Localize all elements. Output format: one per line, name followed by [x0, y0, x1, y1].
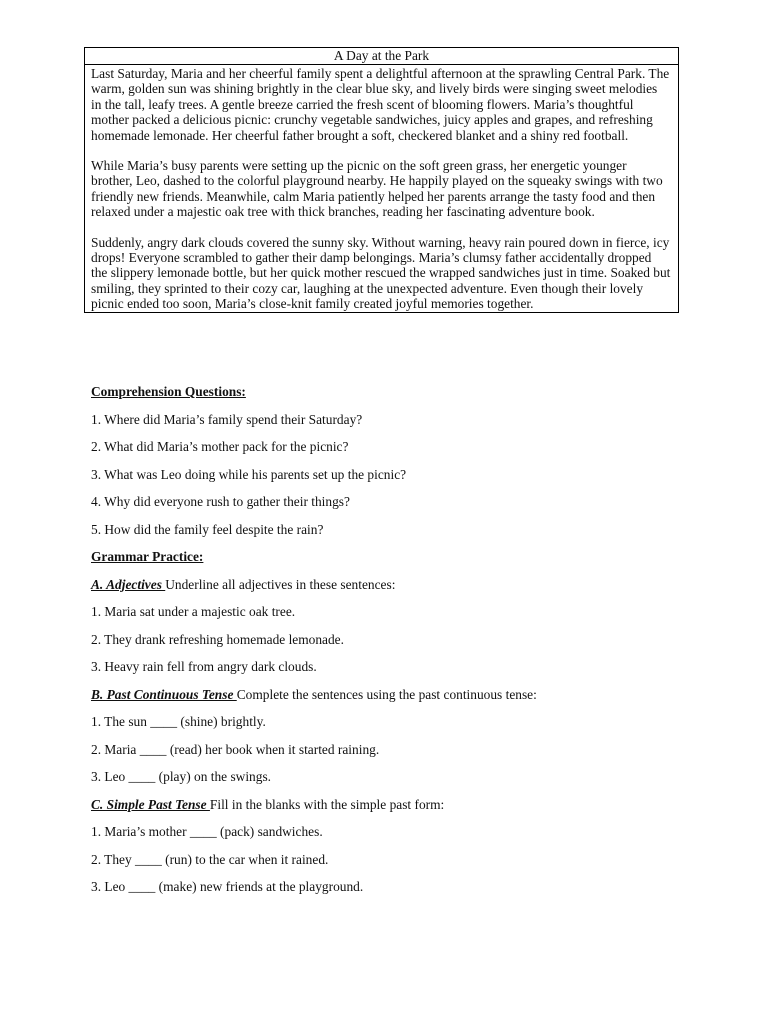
worksheet — [91, 383, 691, 906]
exercise-item: 2. They ____ (run) to the car when it rained. — [91, 851, 329, 867]
exercise-instruction: Fill in the blanks with the simple past form: — [209, 796, 445, 812]
question-item: 2. What did Maria’s mother pack for the picnic? — [91, 439, 349, 454]
exercise-label: A. Adjectives — [91, 576, 166, 592]
grammar-section — [91, 548, 691, 576]
story-title: A Day at the Park — [85, 48, 678, 65]
question-item: 5. How did the family feel despite the rain? — [91, 521, 324, 537]
exercise-instruction: Complete the sentences using the past continuous tense: — [236, 686, 537, 702]
question-item: 3. What was Leo doing while his parents set up the picnic? — [91, 466, 407, 482]
exercise-item: 1. Maria sat under a majestic oak tree. — [91, 604, 296, 619]
exercise-item: 2. Maria ____ (read) her book when it started raining. — [91, 741, 380, 757]
exercise-label: B. Past Continuous Tense — [91, 686, 237, 702]
story-paragraph: Last Saturday, Maria and her cheerful family spent a delightful afternoon at the sprawling Central Park. The warm, golden sun was shining brightly in the clear blue sky, and lively birds were singing sweet melodies in the tall, leafy trees. A gentle breeze carried the fresh scent of blooming flowers. Maria’s thoughtful mother packed a delicious picnic: crunchy vegetable sandwiches, juicy apples and grapes, and refreshing homemade lemonade. Her cheerful father brought a soft, checkered blanket and a shiny red football. — [91, 66, 670, 143]
exercise-item: 1. Maria’s mother ____ (pack) sandwiches. — [91, 824, 323, 839]
comprehension-section — [91, 383, 691, 411]
exercise-item: 1. The sun ____ (shine) brightly. — [91, 714, 266, 729]
exercise-item: 3. Leo ____ (make) new friends at the playground. — [91, 879, 364, 894]
story-paragraph: Suddenly, angry dark clouds covered the sunny sky. Without warning, heavy rain poured down in fierce, icy drops! Everyone scrambled to gather their damp belongings. Maria’s clumsy father accidentally dropped the slippery lemonade bottle, but her quick mother rescued the wrapped sandwiches just in time. Soaked but smiling, they sprinted to their cozy car, laughing at the unexpected adventure. Even though their lovely picnic ended too soon, Maria’s close-knit family created joyful memories together. — [91, 234, 671, 312]
story-body — [85, 65, 678, 312]
story-box — [84, 47, 679, 313]
exercise-label: C. Simple Past Tense — [91, 796, 210, 812]
exercise-item: 3. Heavy rain fell from angry dark clouds. — [91, 659, 317, 674]
exercise-instruction: Underline all adjectives in these sentences: — [165, 576, 396, 592]
exercise-header — [91, 796, 691, 824]
exercise-item: 3. Leo ____ (play) on the swings. — [91, 769, 272, 784]
grammar-heading: Grammar Practice: — [91, 549, 204, 564]
exercise-header — [91, 686, 691, 714]
question-item: 4. Why did everyone rush to gather their things? — [91, 494, 350, 509]
question-item: 1. Where did Maria’s family spend their Saturday? — [91, 411, 363, 427]
exercise-item: 2. They drank refreshing homemade lemonade. — [91, 631, 344, 647]
exercise-header — [91, 576, 691, 604]
story-paragraph: While Maria’s busy parents were setting up the picnic on the soft green grass, her energetic younger brother, Leo, dashed to the colorful playground nearby. He happily played on the squeaky swings with two friendly new friends. Meanwhile, calm Maria patiently helped her parents arrange the tasty food and then relaxed under a majestic oak tree with thick branches, reading her fascinating adventure book. — [91, 158, 663, 220]
comprehension-heading: Comprehension Questions: — [91, 384, 246, 399]
